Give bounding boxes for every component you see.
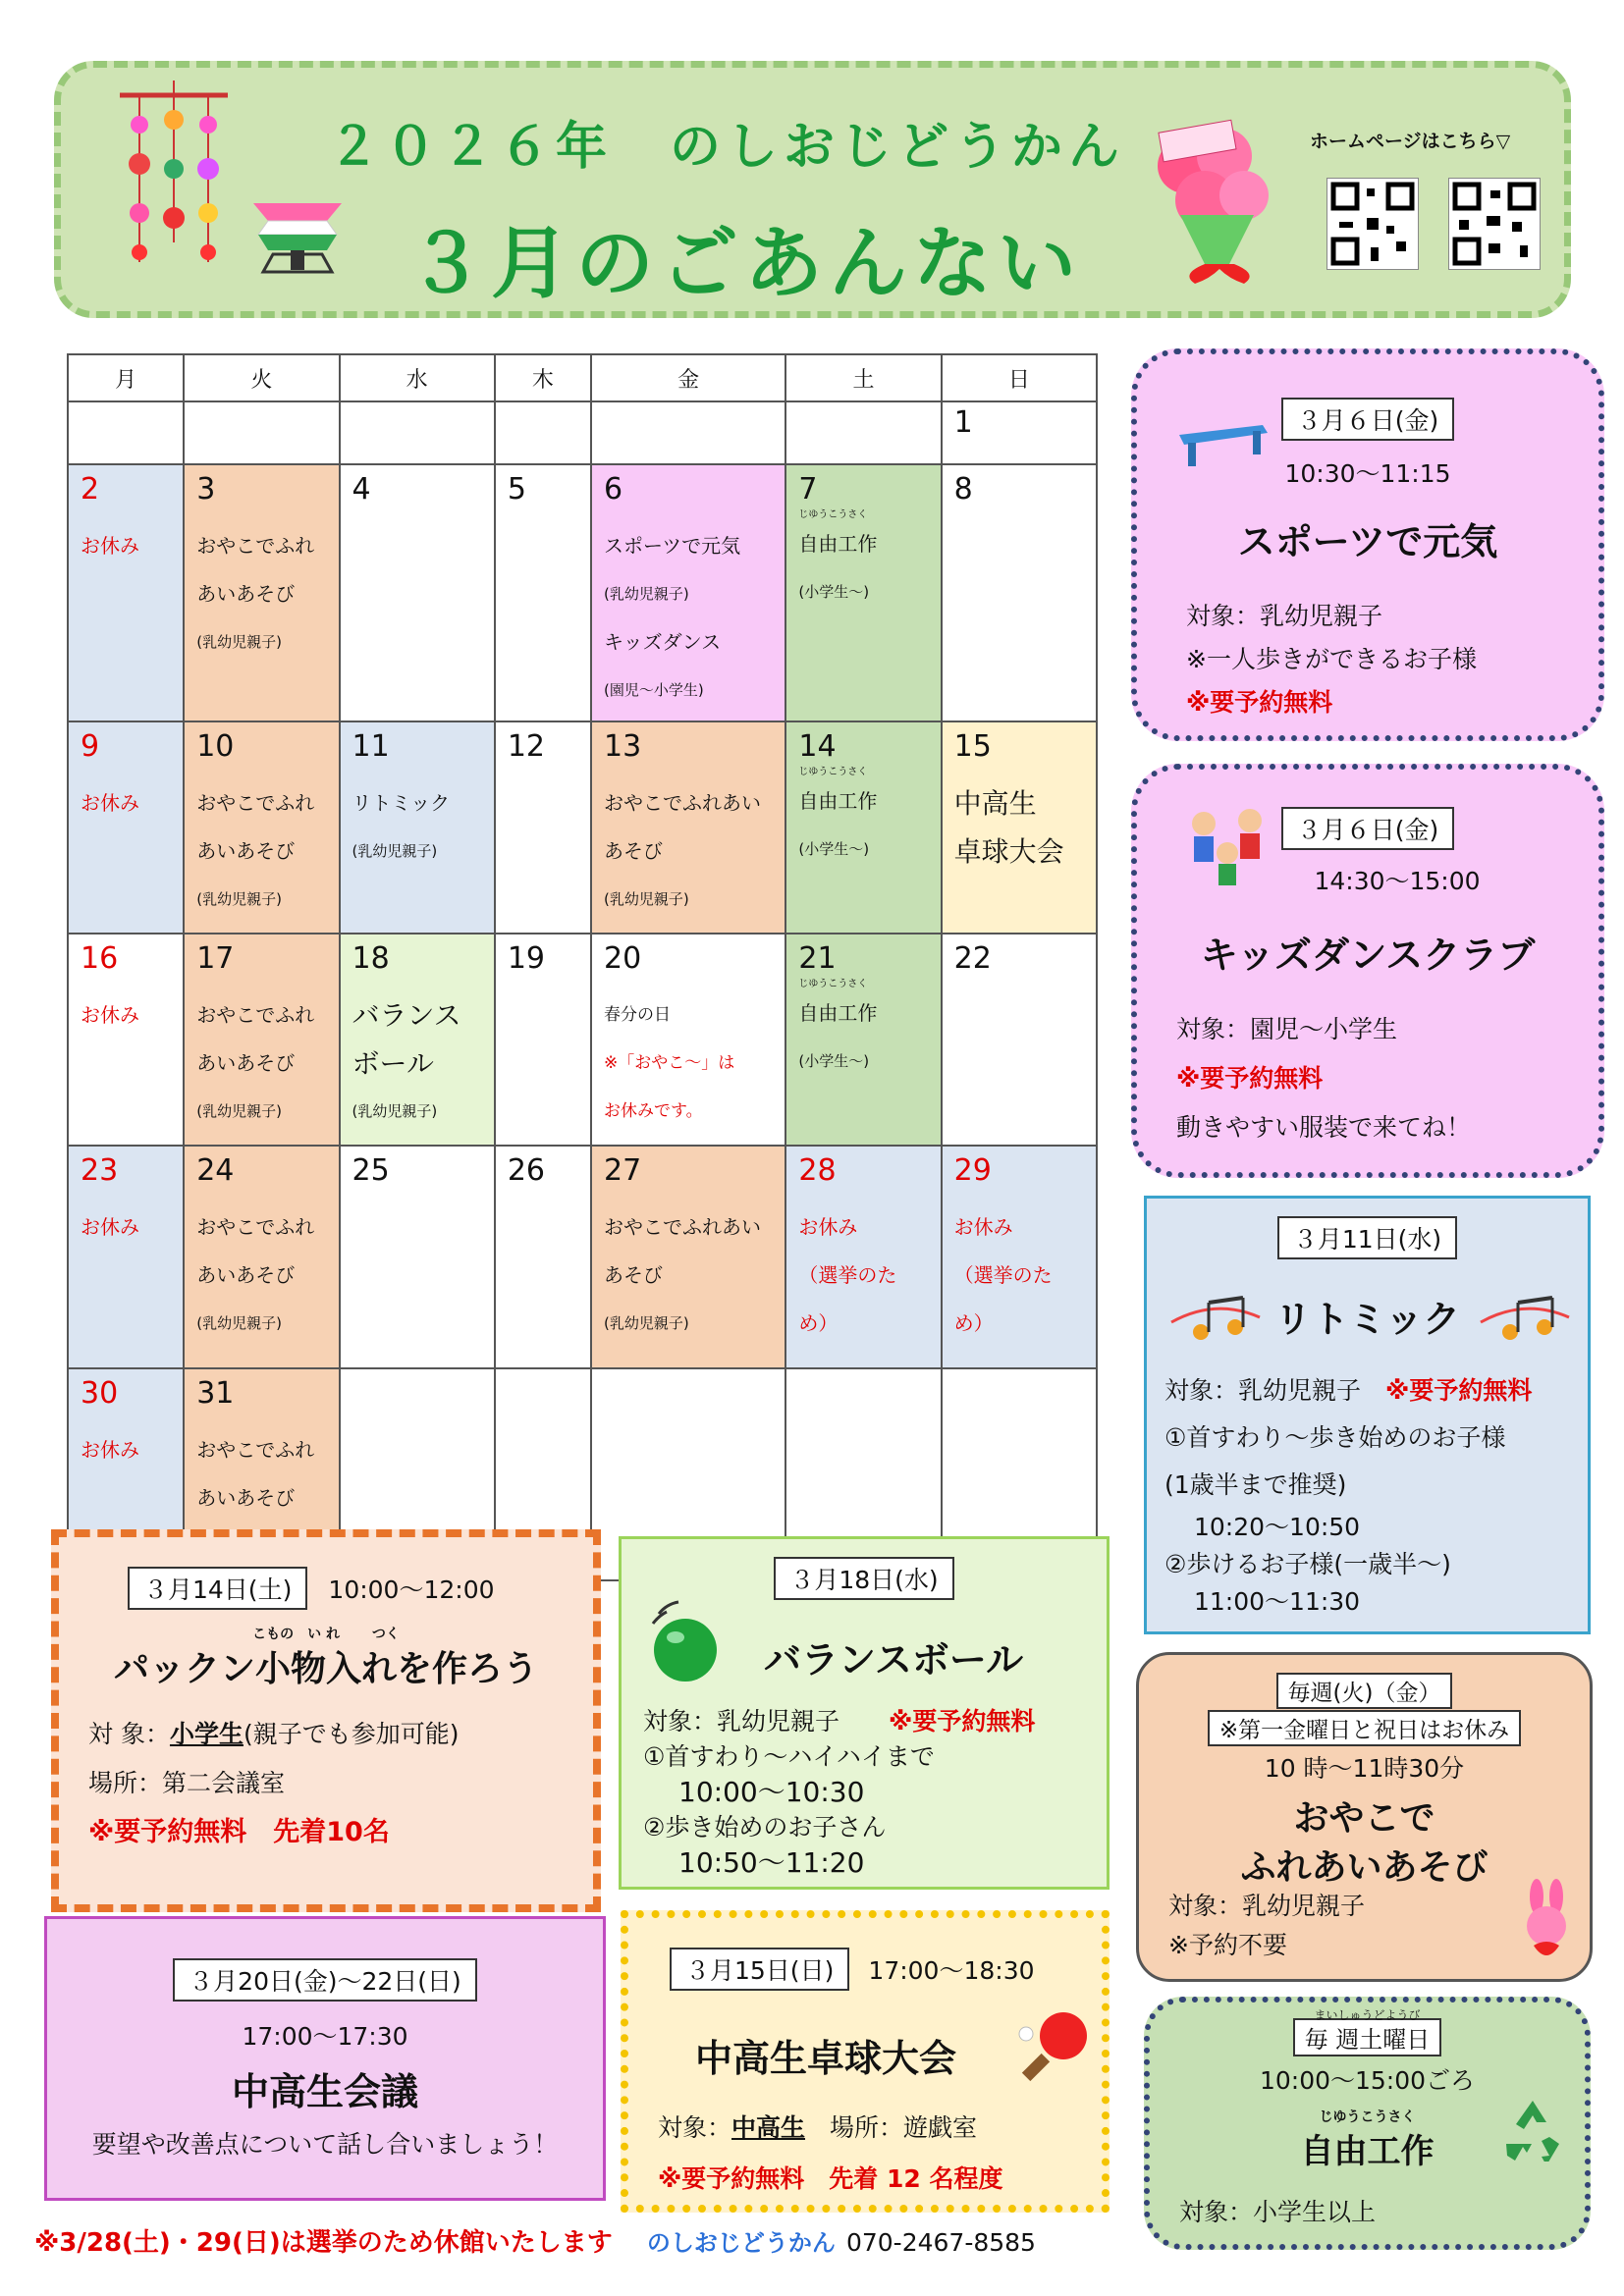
header-banner: [54, 61, 1571, 318]
calendar-day-cell: [591, 721, 785, 934]
day-event-text: あいあそび: [196, 839, 296, 863]
day-number: 2: [81, 472, 100, 507]
day-number: 12: [507, 729, 545, 764]
event-target-note: (親子でも参加可能): [243, 1720, 460, 1748]
event-time: 10:50～11:20: [678, 1846, 865, 1879]
event-title: おやこで: [1293, 1798, 1435, 1839]
event-reserve: ※要予約無料: [1186, 688, 1333, 717]
balance-event-box: [619, 1536, 1110, 1890]
event-reserve: ※要予約無料: [889, 1707, 1036, 1735]
calendar-day-cell: [184, 721, 339, 934]
calendar-week-row: [68, 721, 1097, 934]
event-time: 17:00～18:30: [868, 1956, 1035, 1985]
header-title-month: ３月のごあんない: [406, 218, 1082, 309]
event-target: 対象：乳幼児親子: [643, 1707, 840, 1735]
homepage-label: ホームページはこちら▽: [1310, 131, 1511, 152]
day-event-text: (乳幼児親子): [196, 1102, 282, 1120]
event-date: ３月14日(土): [128, 1567, 307, 1610]
day-number: 9: [81, 729, 100, 764]
event-title: 中高生卓球大会: [694, 2037, 956, 2080]
calendar-day-cell: [942, 1146, 1097, 1368]
green-ball-icon: [641, 1596, 730, 1684]
flower-bouquet-icon: [1136, 107, 1283, 294]
weekday-header: 火: [184, 354, 339, 401]
event-target: 対象：乳幼児親子: [1164, 1376, 1362, 1405]
day-number: 17: [196, 941, 235, 976]
event-target: 対象：乳幼児親子: [1168, 1892, 1366, 1920]
calendar-day-cell: [340, 464, 495, 721]
weekday-header: 金: [591, 354, 785, 401]
event-title: ふれあいあそび: [1240, 1847, 1489, 1888]
calendar-day-cell: [495, 1146, 591, 1368]
hina-mobile-icon: [110, 76, 238, 282]
day-event-text: (乳幼児親子): [352, 1102, 438, 1120]
day-event-text: 自由工作: [798, 789, 878, 813]
event-place: 場所：第二会議室: [88, 1769, 286, 1797]
weekday-header: 日: [942, 354, 1097, 401]
calendar-week-row: [68, 1146, 1097, 1368]
calendar-day-cell: [942, 721, 1097, 934]
day-event-text: あいあそび: [196, 582, 296, 606]
event-days: 毎 週土曜日: [1304, 2026, 1431, 2054]
day-event-text: お休みです。: [603, 1101, 703, 1121]
calendar-day-cell: [942, 934, 1097, 1146]
day-number: 22: [953, 941, 992, 976]
event-note: 動きやすい服装で来てね！: [1176, 1113, 1472, 1142]
day-event-text: お休み: [81, 791, 139, 815]
event-target: 対象：乳幼児親子: [1186, 602, 1383, 630]
day-event-text: (乳幼児親子): [196, 1314, 282, 1332]
closure-notice: ※3/28(土)・29(日)は選挙のため休館いたします: [34, 2228, 613, 2258]
day-event-text: (小学生～): [798, 1052, 870, 1070]
calendar-day-cell: [340, 1146, 495, 1368]
day-number: 18: [352, 941, 390, 976]
weekday-header: 木: [495, 354, 591, 401]
event-time: 14:30～15:00: [1314, 867, 1481, 895]
event-date: ３月６日(金): [1281, 807, 1455, 850]
day-event-text: (乳幼児親子): [603, 585, 689, 603]
event-time: 10:30～11:15: [1284, 459, 1451, 488]
day-number: 10: [196, 729, 235, 764]
day-event-text: (園児～小学生): [603, 681, 704, 699]
calendar-day-cell: [785, 401, 941, 464]
calendar-day-cell: [68, 1146, 184, 1368]
event-detail: ②歩けるお子様(一歳半～): [1164, 1550, 1451, 1578]
day-event-text: あそび: [603, 1263, 663, 1287]
calendar-day-cell: [785, 934, 941, 1146]
day-event-text: あいあそび: [196, 1486, 296, 1510]
day-event-text: （選挙のた: [953, 1263, 1053, 1287]
event-target-label: 対 象：: [88, 1720, 170, 1748]
calendar-day-cell: [184, 1146, 339, 1368]
day-number: 11: [352, 729, 390, 764]
event-place: 場所：遊戯室: [830, 2113, 978, 2142]
day-event-text: おやこでふれ: [196, 534, 315, 558]
day-event-text: キッズダンス: [603, 630, 722, 654]
day-event-text: おやこでふれあい: [603, 1215, 761, 1239]
calendar-day-cell: [591, 934, 785, 1146]
day-event-text: あそび: [603, 839, 663, 863]
day-number: 14: [798, 729, 837, 764]
day-number: 16: [81, 941, 119, 976]
calendar-week-row: [68, 401, 1097, 464]
day-number: 27: [603, 1153, 642, 1188]
day-number: 4: [352, 472, 371, 507]
calendar-day-cell: [942, 464, 1097, 721]
event-time: 17:00～17:30: [242, 2022, 408, 2051]
calendar-day-cell: [68, 721, 184, 934]
calendar-day-cell: [785, 464, 941, 721]
day-event-text: リトミック: [352, 791, 451, 815]
event-title-ruby: こもの い れ つく: [252, 1627, 400, 1642]
calendar-day-cell: [591, 401, 785, 464]
day-event-text: 春分の日: [603, 1005, 671, 1025]
event-reserve: ※要予約無料: [1385, 1376, 1533, 1405]
event-target: 対象：小学生以上: [1179, 2198, 1377, 2226]
day-event-text: (乳幼児親子): [352, 842, 438, 860]
event-detail: ①首すわり～歩き始めのお子様: [1164, 1423, 1506, 1452]
qr-code-icon[interactable]: [1326, 178, 1419, 270]
day-event-text: (乳幼児親子): [196, 633, 282, 651]
event-time: 10 時～11時30分: [1264, 1754, 1465, 1783]
calendar-day-cell: [495, 401, 591, 464]
event-ruby: じゆうこうさく: [798, 767, 868, 777]
day-event-text: おやこでふれ: [196, 1215, 315, 1239]
day-event-text: お休み: [798, 1215, 858, 1239]
day-number: 29: [953, 1153, 992, 1188]
day-number: 25: [352, 1153, 390, 1188]
day-number: 6: [603, 472, 623, 507]
oyako-event-box: [1136, 1652, 1593, 1982]
event-date: ３月18日(水): [774, 1557, 953, 1600]
event-days: 毎週(火)（金）: [1276, 1673, 1453, 1709]
day-event-text: お休み: [81, 534, 139, 558]
day-number: 28: [798, 1153, 837, 1188]
day-event-text: お休み: [953, 1215, 1013, 1239]
event-reserve: ※要予約無料 先着10名: [88, 1817, 390, 1847]
event-reserve: ※要予約無料 先着 12 名程度: [658, 2164, 1003, 2193]
day-event-text: お休み: [81, 1438, 139, 1462]
day-event-text: おやこでふれ: [196, 791, 315, 815]
day-event-text: お休み: [81, 1215, 139, 1239]
day-event-text: ボール: [352, 1047, 434, 1080]
calendar-day-cell: [785, 1146, 941, 1368]
day-event-text: おやこでふれ: [196, 1438, 315, 1462]
day-number: 5: [507, 472, 526, 507]
calendar-day-cell: [495, 934, 591, 1146]
event-detail: ②歩き始めのお子さん: [643, 1813, 887, 1842]
day-number: 20: [603, 941, 642, 976]
weekday-header: 土: [785, 354, 941, 401]
recycle-icon: [1498, 2093, 1567, 2162]
calendar-day-cell: [495, 721, 591, 934]
day-event-text: 自由工作: [798, 532, 878, 556]
hishimochi-icon: [244, 193, 352, 282]
sports-event-box: [1131, 348, 1604, 741]
calendar-day-cell: [340, 401, 495, 464]
event-date: ３月11日(水): [1277, 1216, 1457, 1259]
calendar-day-cell: [184, 401, 339, 464]
day-event-text: (乳幼児親子): [196, 890, 282, 908]
day-event-text: （選挙のた: [798, 1263, 897, 1287]
day-event-text: ※「おやこ～」は: [603, 1053, 735, 1073]
day-event-text: (小学生～): [798, 840, 870, 858]
day-event-text: 卓球大会: [953, 835, 1064, 868]
event-note: ※一人歩きができるお子様: [1186, 645, 1477, 673]
day-number: 24: [196, 1153, 235, 1188]
event-ruby: じゆうこうさく: [798, 979, 868, 989]
event-title-ruby: じゆうこうさく: [1319, 2109, 1416, 2125]
day-number: 19: [507, 941, 545, 976]
rhythmic-event-box: [1144, 1196, 1591, 1634]
calendar-day-cell: [340, 721, 495, 934]
day-event-text: おやこでふれ: [196, 1003, 315, 1027]
event-reserve: ※要予約無料: [1176, 1064, 1324, 1093]
calendar-day-cell: [184, 464, 339, 721]
event-title: 中高生会議: [231, 2070, 418, 2113]
pack-event-box: [51, 1529, 601, 1912]
footer: [34, 2222, 1036, 2259]
free-craft-event-box: [1144, 1997, 1591, 2250]
event-note: ※第一金曜日と祝日はお休み: [1208, 1710, 1521, 1746]
calendar-day-cell: [340, 934, 495, 1146]
calendar-day-cell: [68, 934, 184, 1146]
event-title: 自由工作: [1300, 2132, 1435, 2171]
dance-event-box: [1131, 764, 1604, 1178]
event-time: 10:00～15:00ごろ: [1259, 2066, 1476, 2095]
event-note: 要望や改善点について話し合いましょう！: [91, 2130, 559, 2159]
event-time: 11:00～11:30: [1194, 1587, 1361, 1616]
day-event-text: (乳幼児親子): [603, 1314, 689, 1332]
event-days-ruby: まいしゅうどようび: [1314, 2008, 1421, 2022]
event-time: 10:00～10:30: [678, 1776, 865, 1808]
event-date: ３月20日(金)～22日(日): [173, 1958, 477, 2002]
calendar-day-cell: [785, 721, 941, 934]
calendar-table: [67, 353, 1098, 1581]
event-title: スポーツで元気: [1237, 520, 1498, 563]
calendar-weekday-header: [68, 354, 1097, 401]
calendar-week-row: [68, 464, 1097, 721]
day-number: 7: [798, 472, 818, 507]
day-event-text: バランス: [352, 999, 461, 1032]
event-ruby: じゆうこうさく: [798, 509, 868, 520]
calendar-day-cell: [68, 464, 184, 721]
day-event-text: スポーツで元気: [603, 534, 741, 558]
day-event-text: あいあそび: [196, 1051, 296, 1075]
ping-pong-paddle-icon: [1016, 2006, 1095, 2085]
event-title: バランスボール: [764, 1638, 1024, 1682]
event-detail: ①首すわり～ハイハイまで: [643, 1742, 935, 1771]
event-target: 対象：園児～小学生: [1176, 1015, 1398, 1043]
day-event-text: お休み: [81, 1003, 139, 1027]
weekday-header: 水: [340, 354, 495, 401]
day-number: 30: [81, 1376, 119, 1411]
footer-org-name: のしおじどうかん: [646, 2229, 836, 2257]
header-title-year: ２０２６年 のしおじどうかん: [328, 118, 1126, 177]
qr-code-icon[interactable]: [1448, 178, 1541, 270]
footer-phone: 070-2467-8585: [845, 2228, 1036, 2257]
event-date: ３月15日(日): [670, 1948, 849, 1991]
calendar-day-cell: [942, 401, 1097, 464]
day-event-text: あいあそび: [196, 1263, 296, 1287]
day-number: 15: [953, 729, 992, 764]
day-number: 26: [507, 1153, 545, 1188]
day-number: 13: [603, 729, 642, 764]
day-number: 21: [798, 941, 837, 976]
day-number: 31: [196, 1376, 235, 1411]
calendar-week-row: [68, 934, 1097, 1146]
event-title: パックン小物入れを作ろう: [113, 1649, 538, 1689]
weekday-header: 月: [68, 354, 184, 401]
day-number: 23: [81, 1153, 119, 1188]
event-target: 中高生: [731, 2113, 806, 2142]
day-number: 1: [953, 405, 973, 440]
event-detail: (1歳半まで推奨): [1164, 1470, 1347, 1499]
calendar-day-cell: [184, 934, 339, 1146]
calendar-day-cell: [591, 1146, 785, 1368]
day-number: 3: [196, 472, 216, 507]
rabbit-icon: [1512, 1879, 1581, 1967]
event-date: ３月６日(金): [1281, 398, 1455, 441]
event-title: キッズダンスクラブ: [1200, 934, 1536, 977]
pingpong-event-box: [621, 1910, 1110, 2213]
day-event-text: (小学生～): [798, 583, 870, 601]
day-event-text: 中高生: [953, 787, 1037, 820]
event-title: リトミック: [1273, 1298, 1461, 1341]
day-event-text: め）: [953, 1311, 994, 1335]
event-time: 10:00～12:00: [328, 1575, 495, 1604]
day-event-text: め）: [798, 1311, 839, 1335]
council-event-box: [44, 1916, 606, 2201]
calendar-day-cell: [591, 464, 785, 721]
calendar-day-cell: [495, 464, 591, 721]
calendar-day-cell: [68, 401, 184, 464]
day-event-text: (乳幼児親子): [603, 890, 689, 908]
day-event-text: おやこでふれあい: [603, 791, 761, 815]
day-number: 8: [953, 472, 973, 507]
day-event-text: 自由工作: [798, 1001, 878, 1025]
event-time: 10:20～10:50: [1194, 1513, 1361, 1541]
music-notes-icon: [1476, 1283, 1574, 1352]
event-reserve: ※予約不要: [1168, 1931, 1287, 1959]
event-target: 小学生: [169, 1720, 244, 1748]
event-target-label: 対象：: [658, 2113, 732, 2142]
